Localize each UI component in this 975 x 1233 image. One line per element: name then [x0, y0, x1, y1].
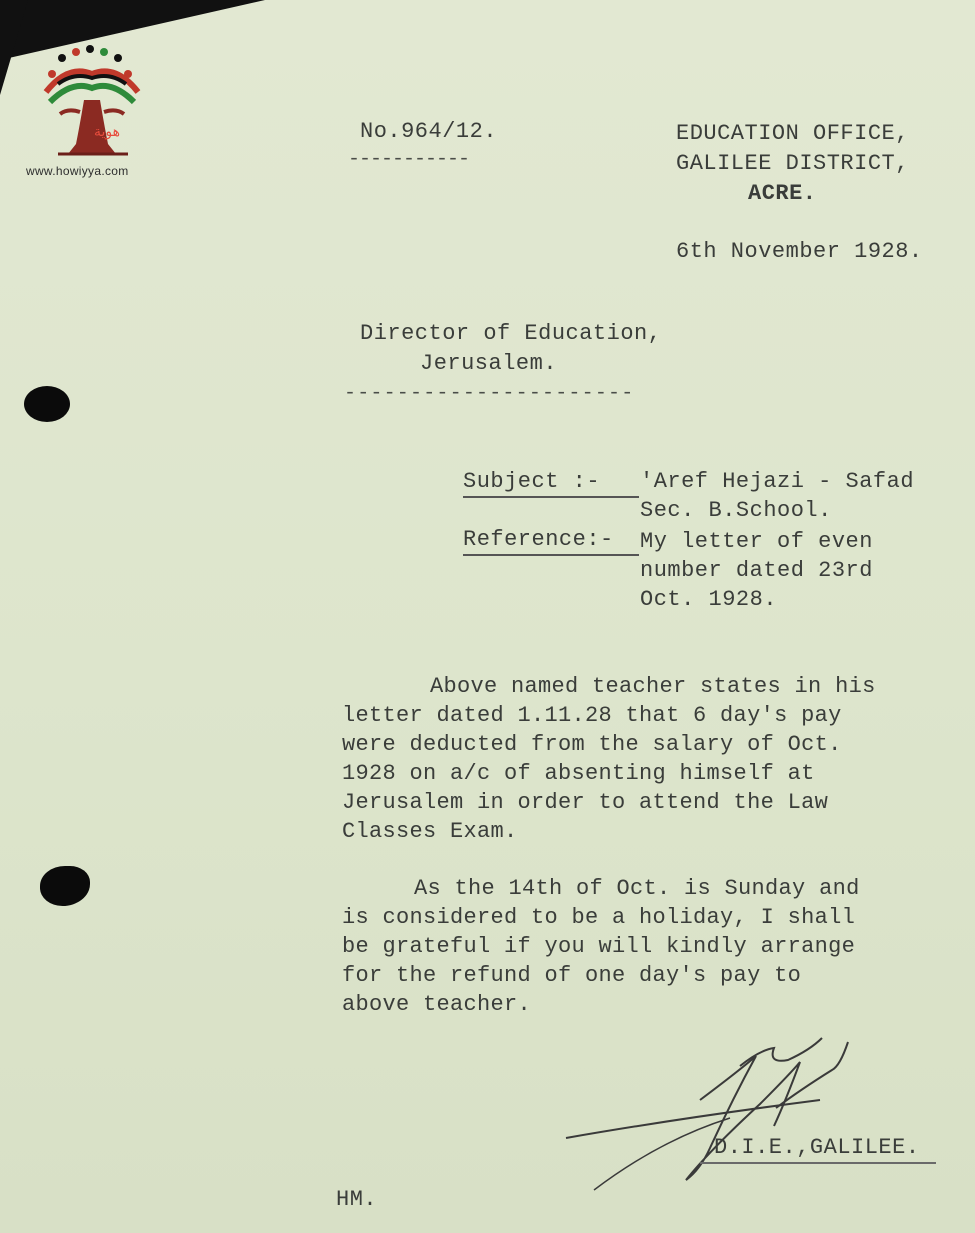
handwritten-signature: [560, 1030, 890, 1200]
reference-label: Reference:-: [463, 527, 614, 552]
body-paragraph-1-line: 1928 on a/c of absenting himself at: [342, 761, 815, 786]
signatory-title-underline: [700, 1162, 936, 1164]
subject-line-2: Sec. B.School.: [640, 498, 832, 523]
office-line-2: GALILEE DISTRICT,: [676, 151, 909, 176]
reference-line-3: Oct. 1928.: [640, 587, 778, 612]
subject-line-1: 'Aref Hejazi - Safad: [640, 469, 915, 494]
signatory-title: D.I.E.,GALILEE.: [714, 1135, 920, 1160]
body-paragraph-1-line: were deducted from the salary of Oct.: [342, 732, 842, 757]
logo-url[interactable]: www.howiyya.com: [26, 164, 129, 178]
scan-edge-shadow: [0, 0, 28, 95]
recipient-rule: ----------------------: [344, 382, 635, 405]
subject-label: Subject :-: [463, 469, 601, 494]
recipient-line-1: Director of Education,: [360, 321, 662, 346]
body-paragraph-2-line: is considered to be a holiday, I shall: [342, 905, 856, 930]
office-line-1: EDUCATION OFFICE,: [676, 121, 909, 146]
tree-people-logo: [28, 44, 158, 184]
reference-label-underline: [463, 554, 639, 556]
subject-label-underline: [463, 496, 639, 498]
office-line-3: ACRE.: [748, 181, 817, 206]
punch-hole: [40, 866, 90, 906]
body-paragraph-2-line: be grateful if you will kindly arrange: [342, 934, 856, 959]
body-paragraph-2-line: for the refund of one day's pay to: [342, 963, 802, 988]
letter-date: 6th November 1928.: [676, 239, 923, 264]
reference-line-1: My letter of even: [640, 529, 873, 554]
body-paragraph-2-line: above teacher.: [342, 992, 532, 1017]
body-paragraph-1-line: Jerusalem in order to attend the Law: [342, 790, 829, 815]
body-paragraph-2-line: As the 14th of Oct. is Sunday and: [414, 876, 860, 901]
reference-number: No.964/12.: [360, 119, 498, 144]
svg-text:هوية: هوية: [94, 124, 121, 140]
body-paragraph-1-line: Above named teacher states in his: [430, 674, 876, 699]
reference-line-2: number dated 23rd: [640, 558, 873, 583]
body-paragraph-1-line: letter dated 1.11.28 that 6 day's pay: [342, 703, 842, 728]
recipient-line-2: Jerusalem.: [420, 351, 558, 376]
body-paragraph-1-line: Classes Exam.: [342, 819, 518, 844]
typist-initials: HM.: [336, 1187, 378, 1212]
reference-number-underline: -----------: [348, 148, 470, 171]
punch-hole: [24, 386, 70, 422]
